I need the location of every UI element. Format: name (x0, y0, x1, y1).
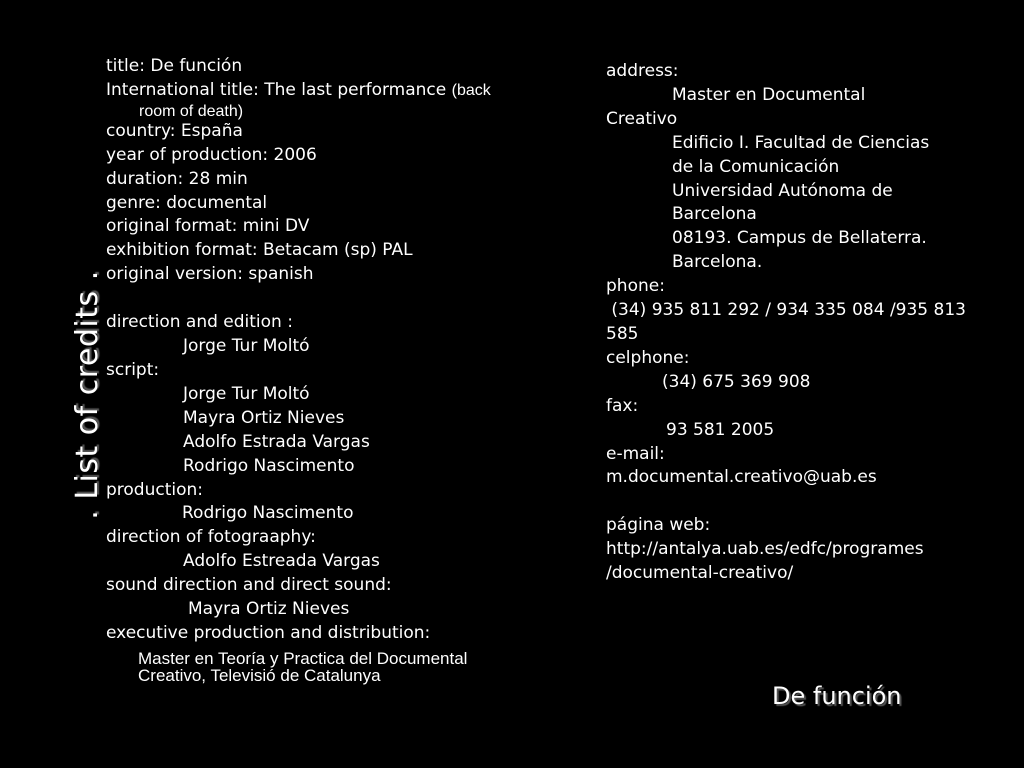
email-value: m.documental.creativo@uab.es (606, 467, 877, 488)
duration-line: duration: 28 min (106, 168, 248, 189)
address-line: Master en Documental (672, 84, 866, 105)
phone-label: phone: (606, 276, 665, 297)
sound-label: sound direction and direct sound: (106, 575, 392, 596)
international-title (106, 79, 566, 103)
address-line: de la Comunicación (672, 156, 840, 177)
production-name: Rodrigo Nascimento (182, 503, 354, 524)
email-label: e-mail: (606, 443, 665, 464)
year-line: year of production: 2006 (106, 144, 317, 165)
exec-label: executive production and distribution: (106, 622, 431, 643)
footer-title: De función (772, 682, 902, 710)
international-title-note: (back (451, 81, 491, 99)
country-line: country: España (106, 120, 243, 141)
script-name: Adolfo Estrada Vargas (183, 431, 370, 452)
production-label: production: (106, 479, 204, 500)
direction-name: Jorge Tur Moltó (183, 336, 310, 357)
fax-value: 93 581 2005 (666, 419, 775, 440)
address-line: Universidad Autónoma de (672, 180, 893, 201)
fax-label: fax: (606, 395, 639, 416)
address-line: Barcelona (672, 204, 757, 225)
address-line: Barcelona. (672, 252, 763, 273)
exec-name: Master en Teoría y Practica del Documental Creativo, Televisió de Catalunya (138, 648, 468, 685)
celphone-label: celphone: (606, 347, 690, 368)
direction-label: direction and edition : (106, 312, 293, 333)
web-label: página web: (606, 515, 711, 536)
original-format-line: original format: mini DV (106, 216, 310, 237)
address-line: Creativo (606, 108, 678, 129)
title-line: title: De función (106, 56, 243, 76)
script-name: Rodrigo Nascimento (183, 455, 355, 476)
side-title: . List of credits . (70, 270, 105, 520)
script-label: script: (106, 359, 160, 380)
script-name: Jorge Tur Moltó (183, 383, 310, 404)
address-line: Edificio I. Facultad de Ciencias (672, 132, 930, 153)
address-label: address: (606, 61, 679, 81)
international-title-note-cont: room of death) (139, 102, 244, 120)
web-value-cont: /documental-creativo/ (606, 563, 794, 584)
phone-value: (34) 935 811 292 / 934 335 084 /935 813 (606, 300, 966, 321)
contact-column (606, 60, 996, 586)
credits-column (106, 55, 566, 684)
photography-name: Adolfo Estreada Vargas (183, 551, 380, 572)
script-name: Mayra Ortiz Nieves (183, 407, 345, 428)
sound-name: Mayra Ortiz Nieves (188, 599, 350, 620)
photography-label: direction of fotograaphy: (106, 527, 316, 548)
exhibition-format-line: exhibition format: Betacam (sp) PAL (106, 240, 413, 261)
web-value: http://antalya.uab.es/edfc/programes (606, 539, 924, 560)
address-line: 08193. Campus de Bellaterra. (672, 228, 927, 249)
phone-value-cont: 585 (606, 323, 639, 344)
original-version-line: original version: spanish (106, 264, 314, 285)
genre-line: genre: documental (106, 192, 268, 213)
international-title-text: International title: The last performance (106, 79, 452, 100)
celphone-value: (34) 675 369 908 (662, 371, 811, 392)
